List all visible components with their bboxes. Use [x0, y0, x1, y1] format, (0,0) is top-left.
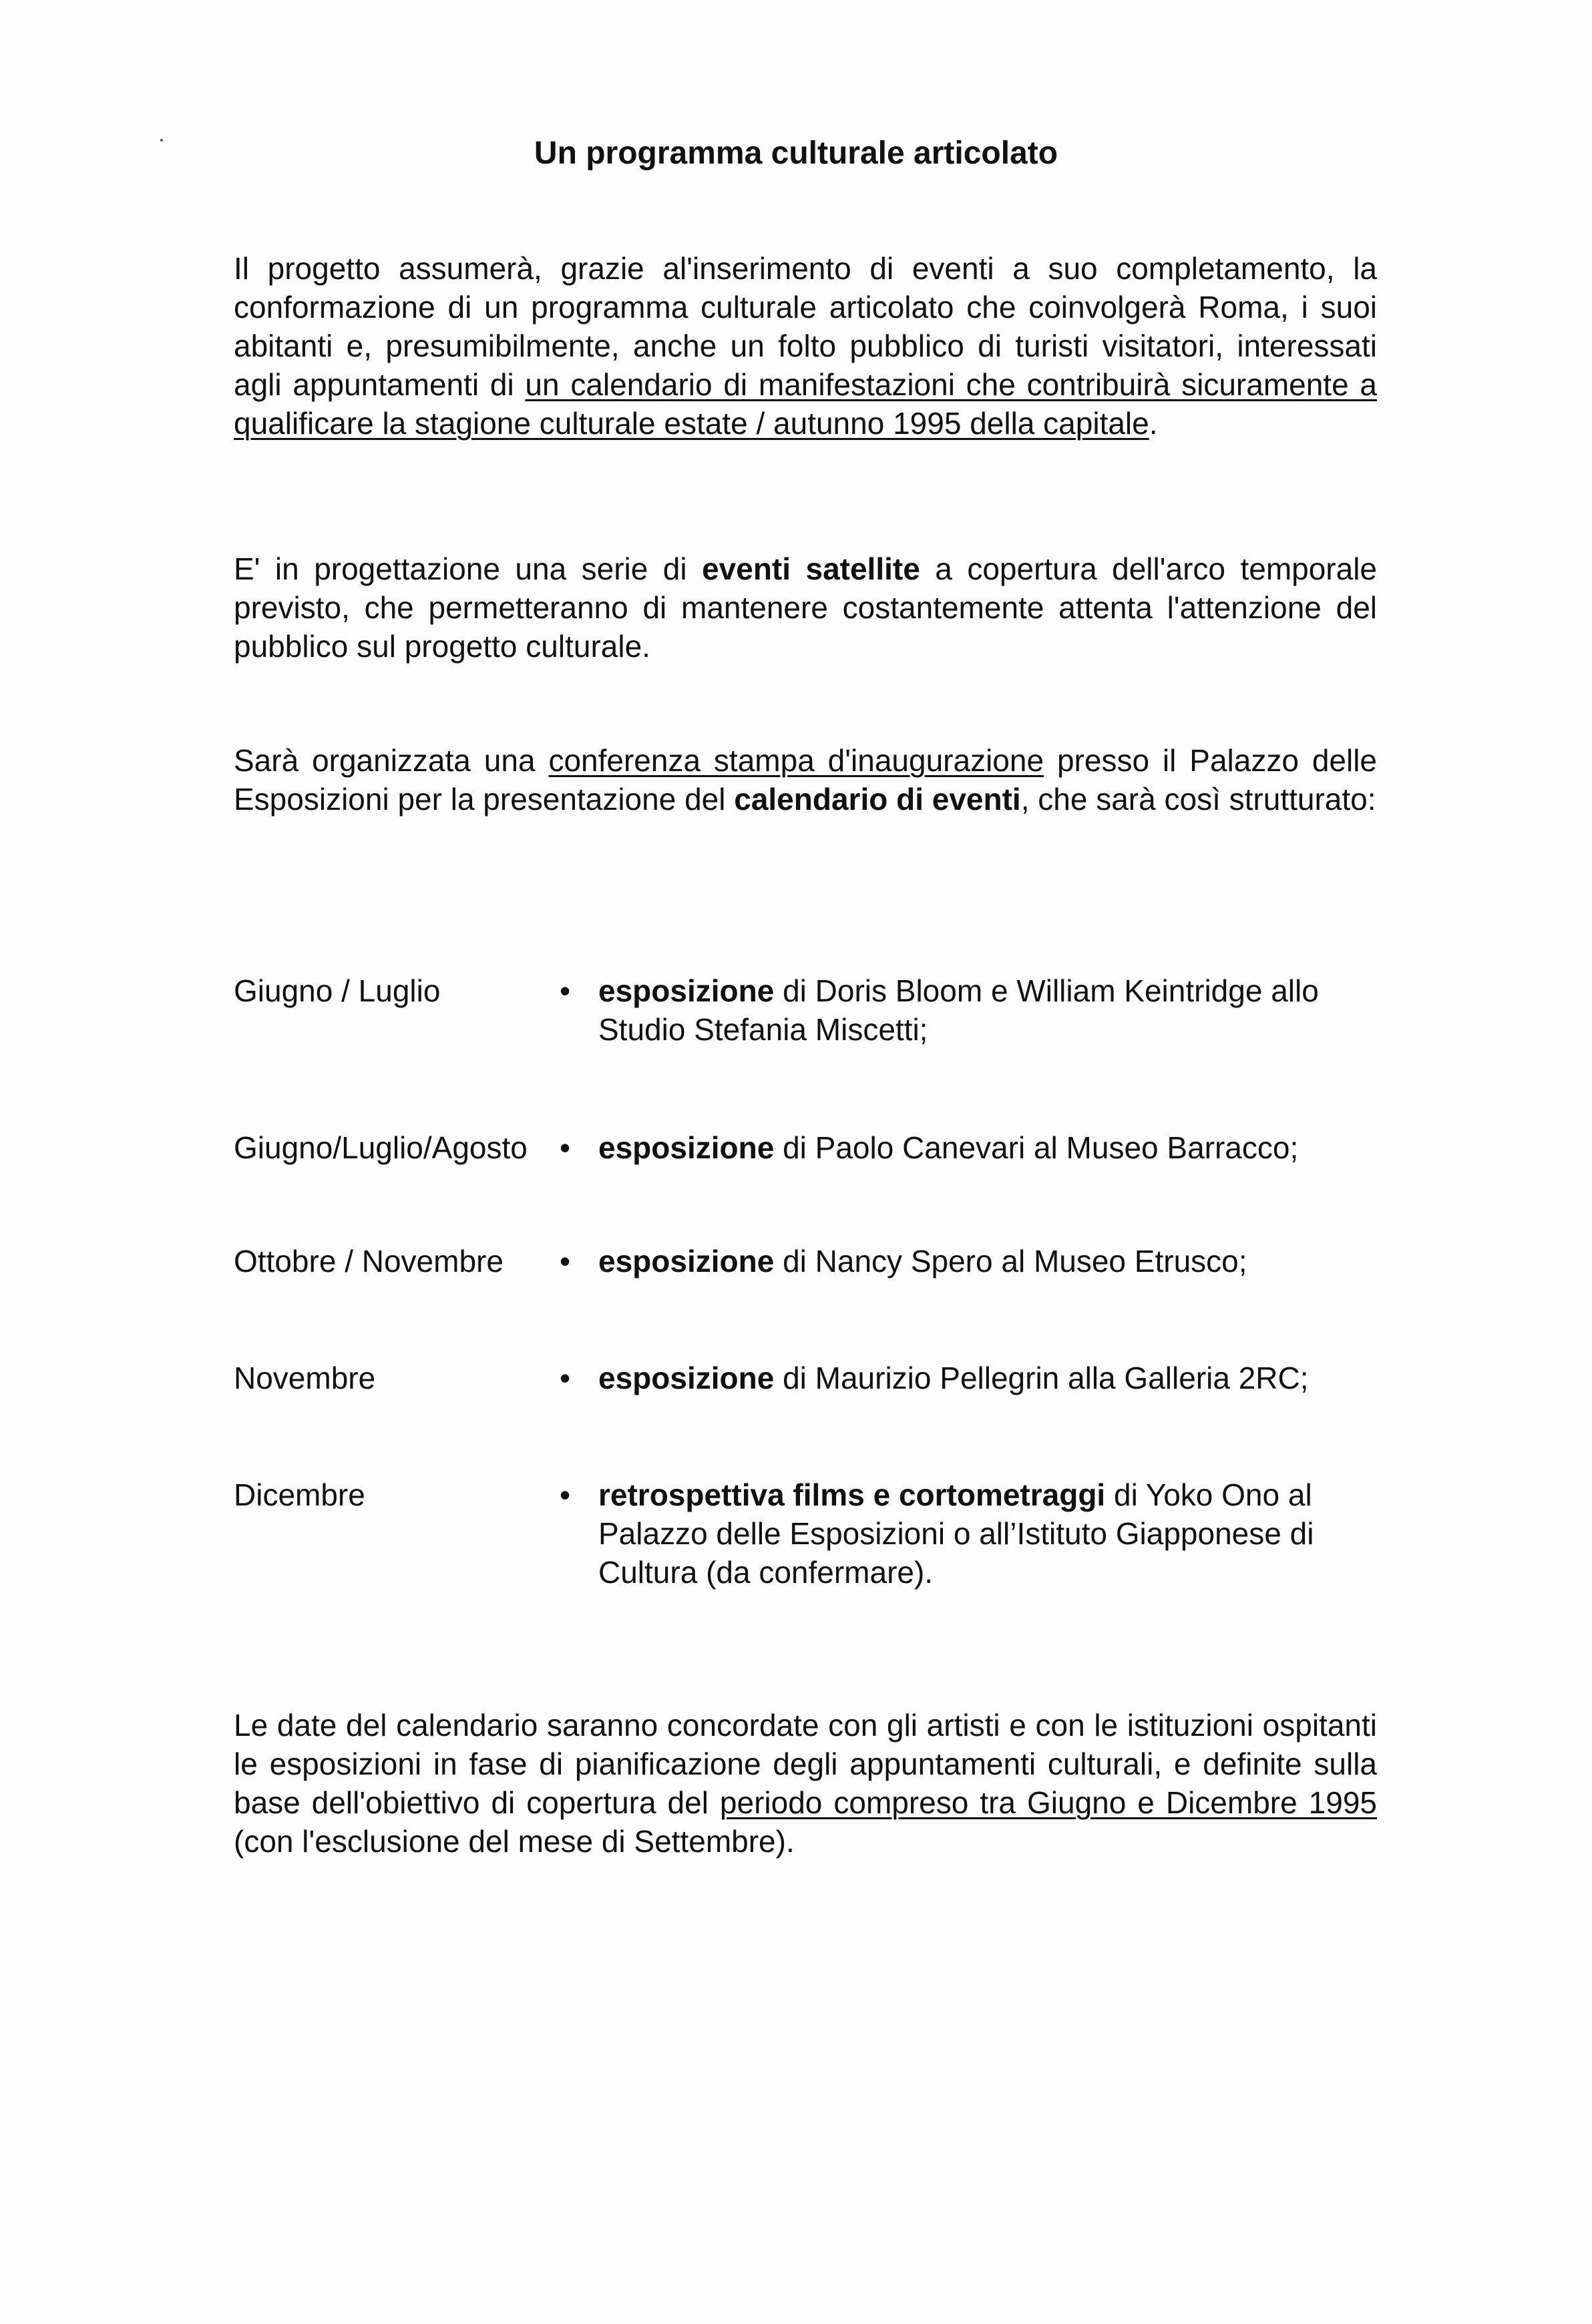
- calendar-description: [598, 1475, 1386, 1592]
- intro-text: Il progetto assumerà, grazie al'inserimento di eventi a suo completamento, la conformazione di un programma culturale articolato che coinvolgerà Roma, i suoi abitanti e, presumibilmente, anche un folto pubblico di turisti visitatori, interessati agli appuntamenti di: [234, 251, 1377, 402]
- closing-paragraph: [234, 1706, 1377, 1861]
- conference-underlined-text: conferenza stampa d'inaugurazione: [548, 743, 1044, 778]
- intro-paragraph: [234, 249, 1377, 443]
- conference-text-middle: presso il Palazzo delle Esposizioni per la presentazione del: [234, 743, 1378, 817]
- calendar-description: [598, 1242, 1386, 1281]
- intro-end: .: [1149, 406, 1158, 441]
- bullet-icon: •: [560, 1477, 571, 1512]
- conference-text-end: , che sarà così strutturato:: [1020, 782, 1376, 817]
- event-details: di Doris Bloom e William Keintridge allo Studio Stefania Miscetti;: [598, 973, 1319, 1047]
- event-details: di Yoko Ono al Palazzo delle Esposizioni o all’Istituto Giapponese di Cultura (da confermare).: [598, 1477, 1314, 1590]
- calendar-description: [598, 1128, 1386, 1167]
- satellite-text-start: E' in progettazione una serie di: [234, 551, 703, 586]
- event-details: di Paolo Canevari al Museo Barracco;: [774, 1130, 1299, 1165]
- calendar-description: [598, 971, 1386, 1049]
- conference-text-start: Sarà organizzata una: [234, 743, 549, 778]
- closing-underlined-text: periodo compreso tra Giugno e Dicembre 1995: [719, 1785, 1378, 1820]
- event-type: esposizione: [598, 1130, 775, 1165]
- closing-text-end: (con l'esclusione del mese di Settembre).: [234, 1824, 795, 1859]
- event-details: di Maurizio Pellegrin alla Galleria 2RC;: [774, 1361, 1309, 1395]
- calendar-period: Giugno / Luglio: [234, 973, 441, 1008]
- satellite-paragraph: [234, 549, 1377, 666]
- event-type: esposizione: [598, 1244, 775, 1279]
- calendar-period: Giugno/Luglio/Agosto: [234, 1130, 528, 1165]
- calendar-period: Dicembre: [234, 1477, 365, 1512]
- conference-paragraph: [234, 741, 1377, 819]
- calendar-period: Ottobre / Novembre: [234, 1244, 504, 1279]
- intro-underlined-text: un calendario di manifestazioni che contribuirà sicuramente a qualificare la stagione culturale estate / autunno 1995 della capitale: [234, 367, 1377, 441]
- bullet-icon: •: [560, 1361, 571, 1395]
- closing-text-start: Le date del calendario saranno concordate con gli artisti e con le istituzioni ospitanti le esposizioni in fase di pianificazione degli appuntamenti culturali, e definite sulla base dell'obiettivo di copertura del: [234, 1708, 1377, 1820]
- satellite-text-end: a copertura dell'arco temporale previsto, che permetteranno di mantenere costantemente attenta l'attenzione del pubblico sul progetto culturale.: [234, 551, 1378, 664]
- document-title: Un programma culturale articolato: [534, 136, 1058, 171]
- satellite-bold-text: eventi satellite: [702, 551, 920, 586]
- bullet-icon: •: [560, 1244, 571, 1279]
- event-type: retrospettiva films e cortometraggi: [598, 1477, 1106, 1512]
- event-type: esposizione: [598, 1361, 775, 1395]
- event-details: di Nancy Spero al Museo Etrusco;: [774, 1244, 1247, 1279]
- calendar-description: [598, 1359, 1386, 1397]
- calendar-period: Novembre: [234, 1361, 376, 1395]
- bullet-icon: •: [560, 1130, 571, 1165]
- event-type: esposizione: [598, 973, 775, 1008]
- bullet-icon: •: [560, 973, 571, 1008]
- conference-bold-text: calendario di eventi: [734, 782, 1021, 817]
